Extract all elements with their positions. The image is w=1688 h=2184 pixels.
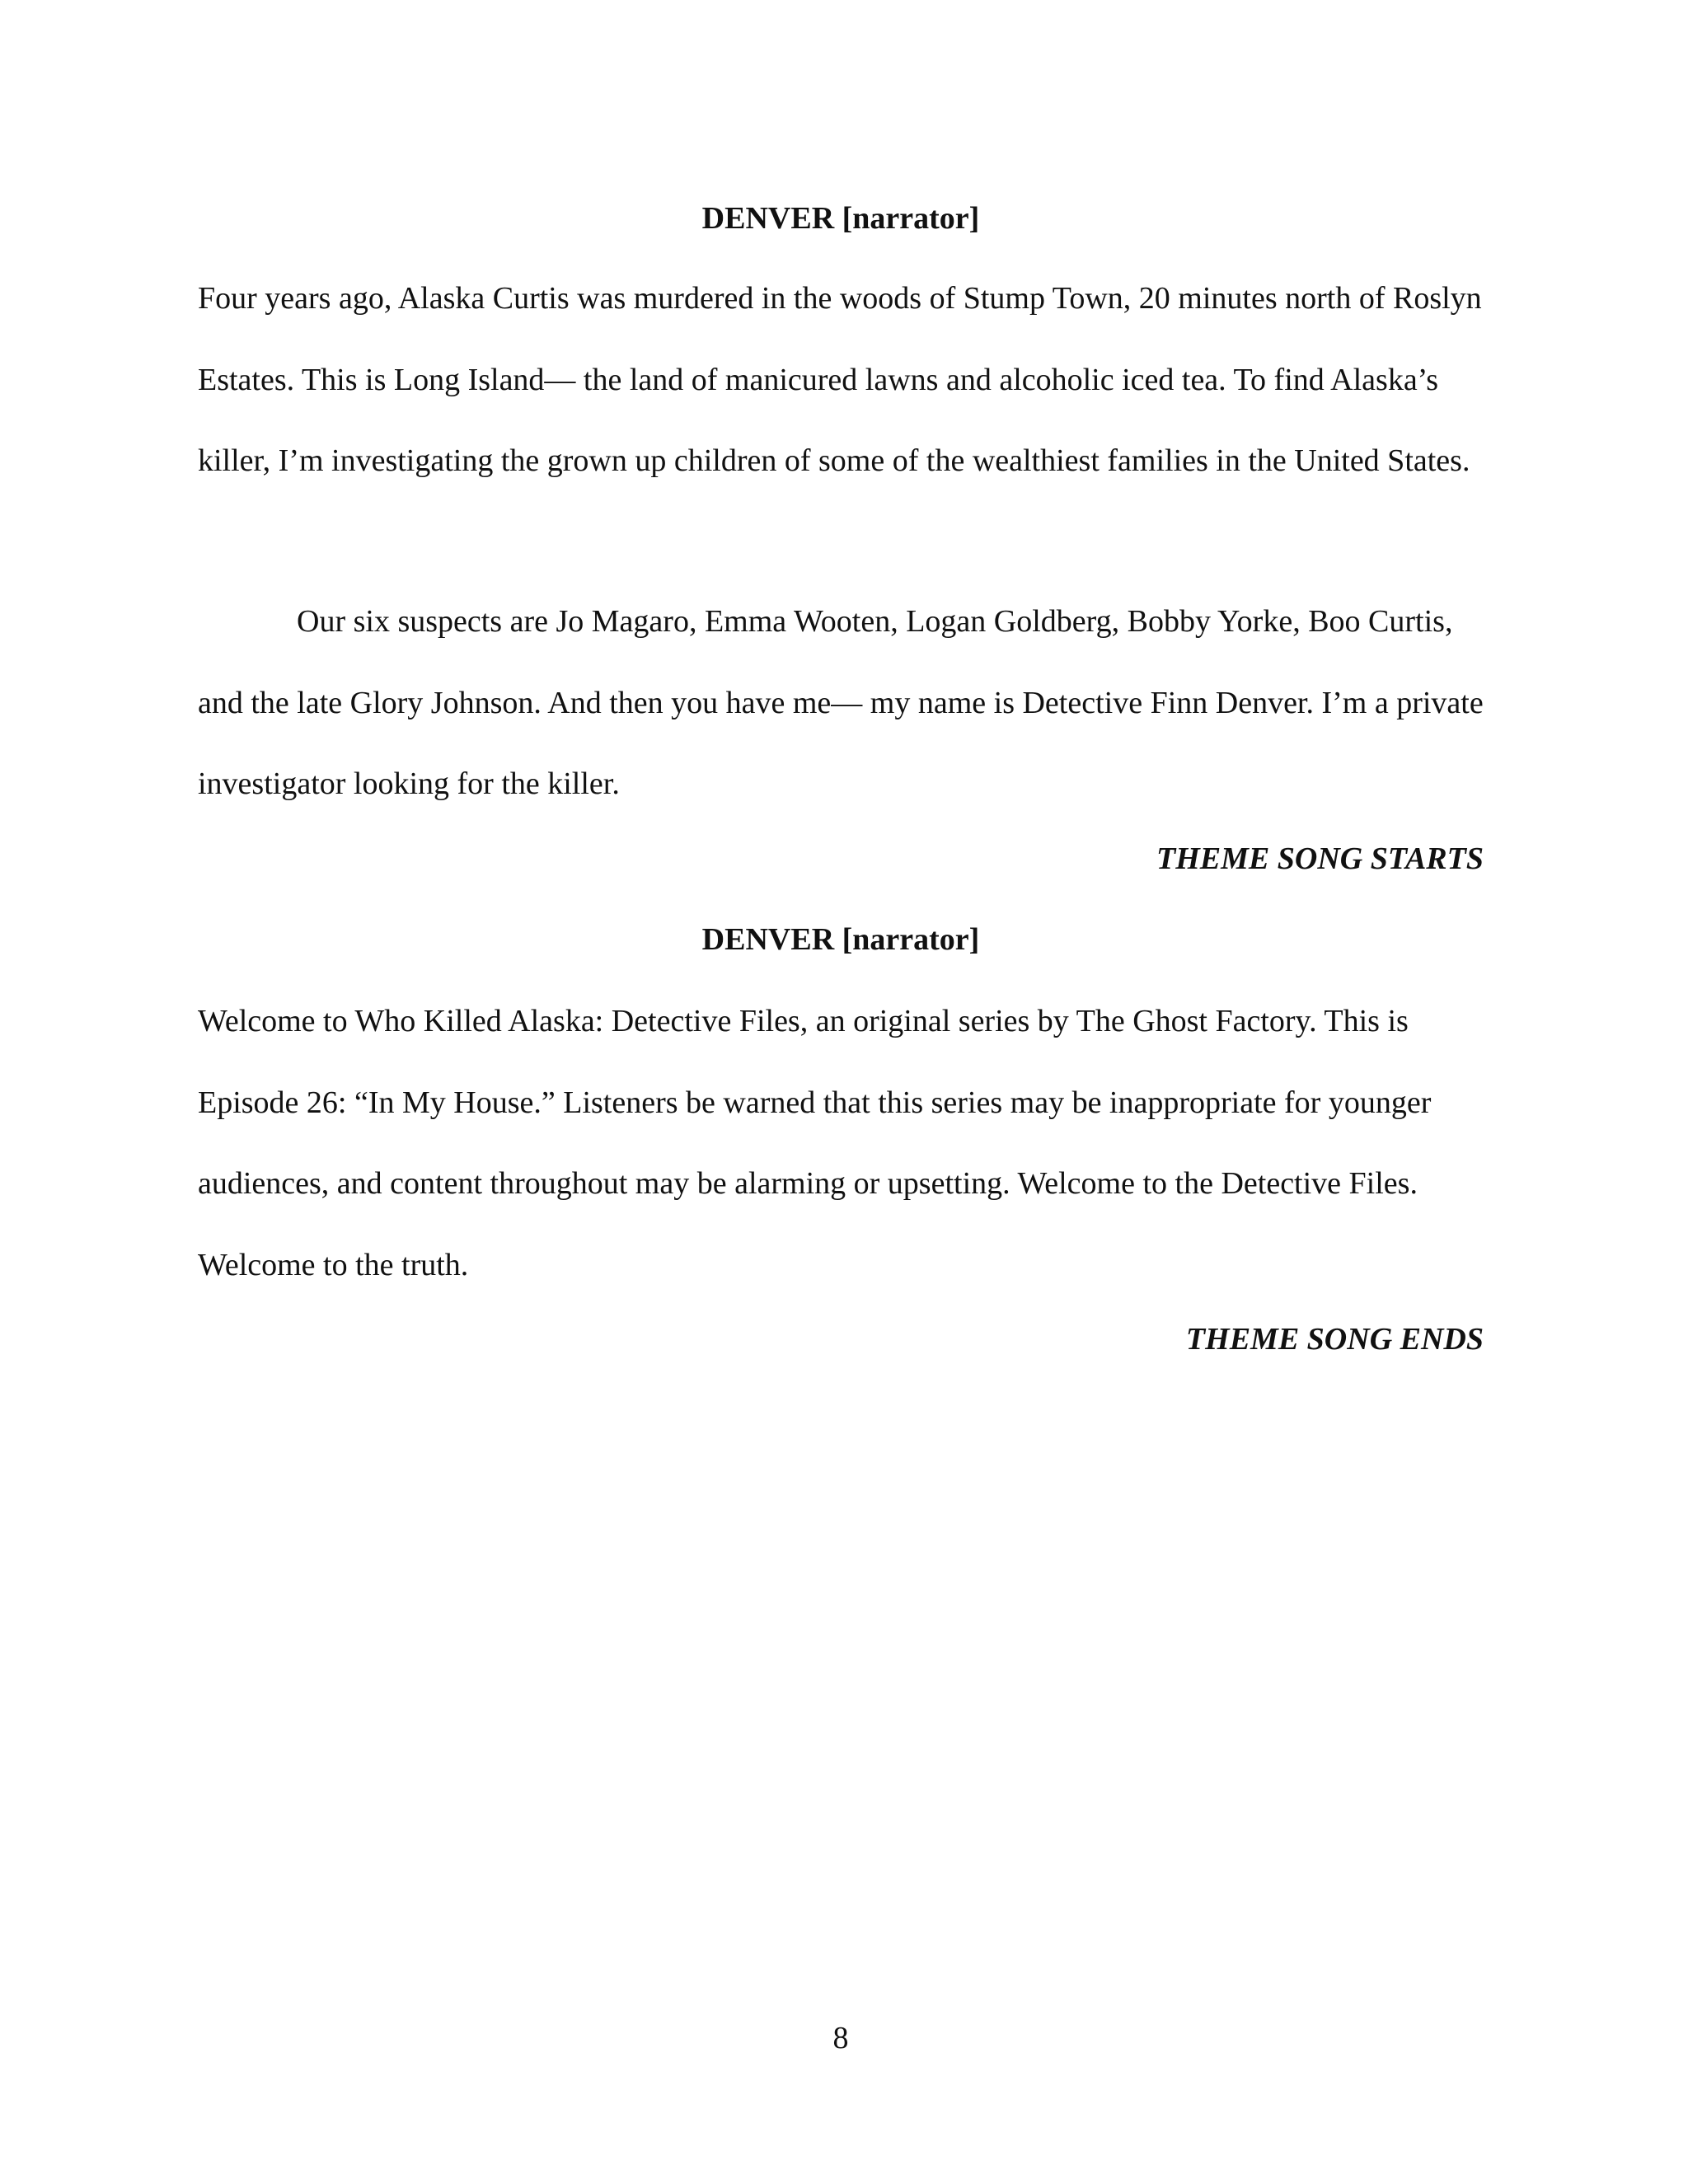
narration-paragraph [198, 581, 1484, 825]
narration-paragraph-text: Our six suspects are Jo Magaro, Emma Wooten, Logan Goldberg, Bobby Yorke, Boo Curtis, and the late Glory Johnson. And then you have me— my name is Detective Finn Denver. I’m a private investigator looking for the killer. [198, 604, 1484, 801]
sound-cue: THEME SONG STARTS [1156, 841, 1484, 876]
speaker-heading: DENVER [narrator] [701, 922, 980, 957]
narration-paragraph: Welcome to Who Killed Alaska: Detective Files, an original series by The Ghost Factory. This is Episode 26: “In My House.” Listeners be warned that this series may be inappropriate for younger audiences, and content throughout may be alarming or upsetting. Welcome to the Detective Files. Welcome to the truth. [198, 1004, 1432, 1282]
speaker-heading: DENVER [narrator] [701, 201, 980, 236]
narration-paragraph: Four years ago, Alaska Curtis was murdered in the woods of Stump Town, 20 minutes north of Roslyn Estates. This is Long Island— the land of manicured lawns and alcoholic iced tea. To find Alaska’s killer, I’m investigating the grown up children of some of the wealthiest families in the United States. [198, 281, 1482, 478]
document-page [198, 0, 1484, 2184]
sound-cue: THEME SONG ENDS [1185, 1322, 1484, 1357]
page-number: 8 [832, 2021, 849, 2055]
